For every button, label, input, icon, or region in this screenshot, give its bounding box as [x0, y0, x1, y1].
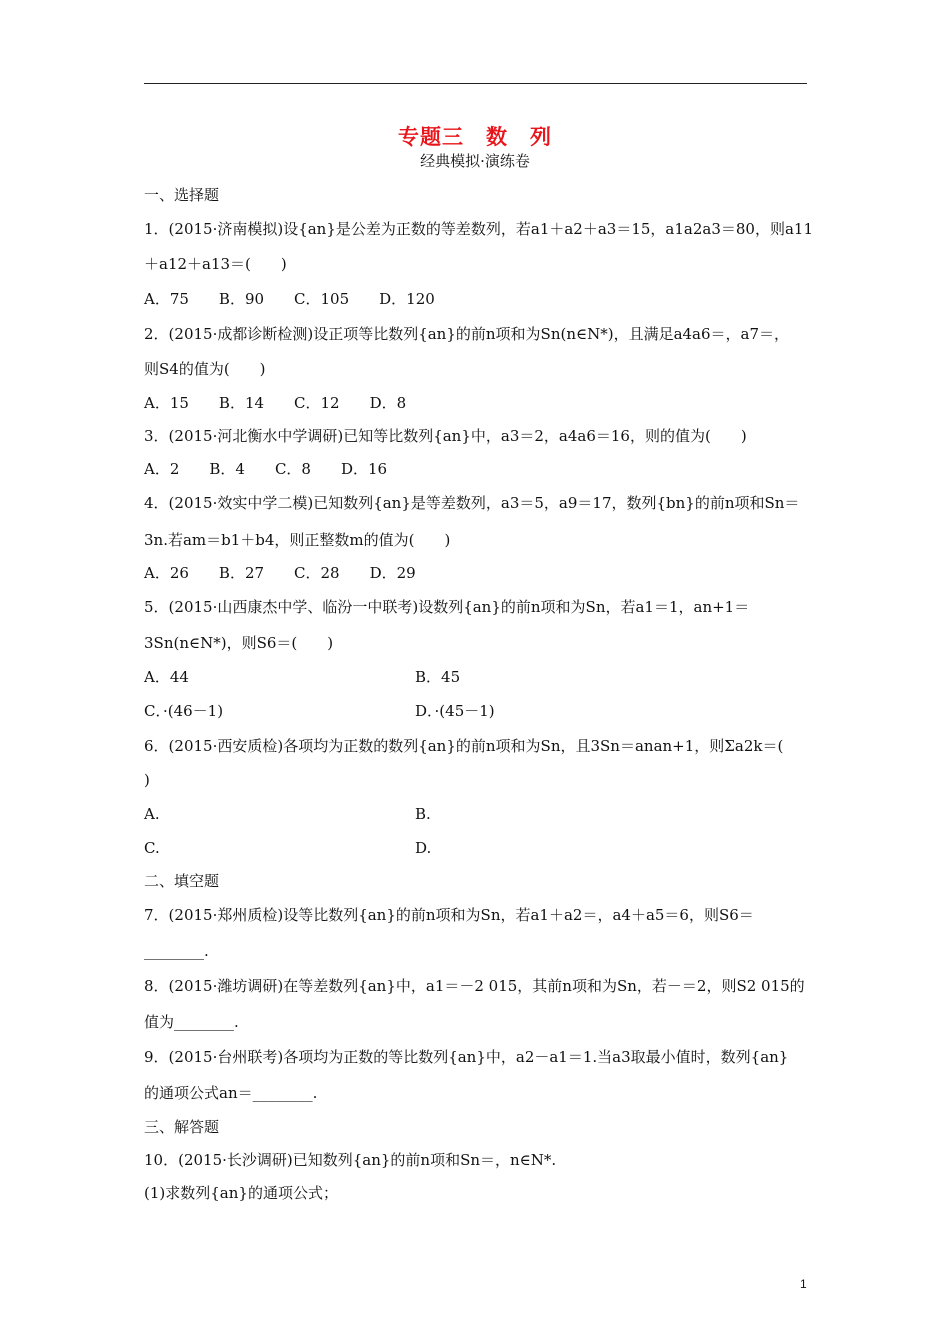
q4-line2: 3n.若am＝b1＋b4，则正整数m的值为( ) [144, 531, 451, 549]
q8-line2: 值为________. [144, 1013, 239, 1031]
q6-option-c: C. [144, 839, 160, 857]
q6-option-b: B. [415, 805, 431, 823]
section-heading-choice: 一、选择题 [144, 186, 220, 204]
q2-line2: 则S4的值为( ) [144, 360, 266, 378]
q2-options: A．15 B．14 C．12 D．8 [144, 394, 407, 412]
q6-option-a: A. [144, 805, 160, 823]
section-heading-answer: 三、解答题 [144, 1118, 220, 1136]
q6-line1: 6．(2015·西安质检)各项均为正数的数列{an}的前n项和为Sn，且3Sn＝anan+1，则Σa2k＝( [144, 737, 784, 755]
q10-line1: 10．(2015·长沙调研)已知数列{an}的前n项和Sn＝，n∈N*. [144, 1151, 557, 1169]
q6-line2: ) [144, 771, 150, 789]
q5-option-b: B．45 [415, 668, 461, 686]
q7-line1: 7．(2015·郑州质检)设等比数列{an}的前n项和为Sn，若a1＋a2＝，a4＋a5＝6，则S6＝ [144, 906, 754, 924]
q1-line1: 1．(2015·济南模拟)设{an}是公差为正数的等差数列，若a1＋a2＋a3＝15，a1a2a3＝80，则a11 [144, 220, 814, 238]
q5-option-d: D．·(45－1) [415, 702, 495, 720]
q10-line2: (1)求数列{an}的通项公式； [144, 1184, 338, 1202]
q1-line2: ＋a12＋a13＝( ) [144, 255, 287, 273]
q3-line1: 3．(2015·河北衡水中学调研)已知等比数列{an}中，a3＝2，a4a6＝16，则的值为( ) [144, 427, 747, 445]
q1-options: A．75 B．90 C．105 D．120 [144, 290, 435, 308]
section-heading-fill: 二、填空题 [144, 872, 220, 890]
q8-line1: 8．(2015·潍坊调研)在等差数列{an}中，a1＝－2 015，其前n项和为Sn，若－＝2，则S2 015的 [144, 977, 805, 995]
q2-line1: 2．(2015·成都诊断检测)设正项等比数列{an}的前n项和为Sn(n∈N*)，且满足a4a6＝，a7＝， [144, 325, 790, 343]
page-number: 1 [800, 1277, 807, 1291]
q9-line1: 9．(2015·台州联考)各项均为正数的等比数列{an}中，a2－a1＝1.当a3取最小值时，数列{an} [144, 1048, 789, 1066]
page-subtitle: 经典模拟·演练卷 [420, 152, 530, 170]
page-title: 专题三 数 列 [398, 124, 552, 149]
q5-option-c: C．·(46－1) [144, 702, 224, 720]
header-rule [144, 83, 807, 84]
q7-line2: ________. [144, 942, 209, 960]
q3-options: A．2 B．4 C．8 D．16 [144, 460, 388, 478]
q5-line1: 5．(2015·山西康杰中学、临汾一中联考)设数列{an}的前n项和为Sn，若a1＝1，an+1＝ [144, 598, 750, 616]
q5-option-a: A．44 [144, 668, 189, 686]
q6-option-d: D. [415, 839, 432, 857]
q4-options: A．26 B．27 C．28 D．29 [144, 564, 416, 582]
q4-line1: 4．(2015·效实中学二模)已知数列{an}是等差数列，a3＝5，a9＝17，数列{bn}的前n项和Sn＝ [144, 494, 800, 512]
q5-line2: 3Sn(n∈N*)，则S6＝( ) [144, 634, 334, 652]
q9-line2: 的通项公式an＝________. [144, 1084, 318, 1102]
